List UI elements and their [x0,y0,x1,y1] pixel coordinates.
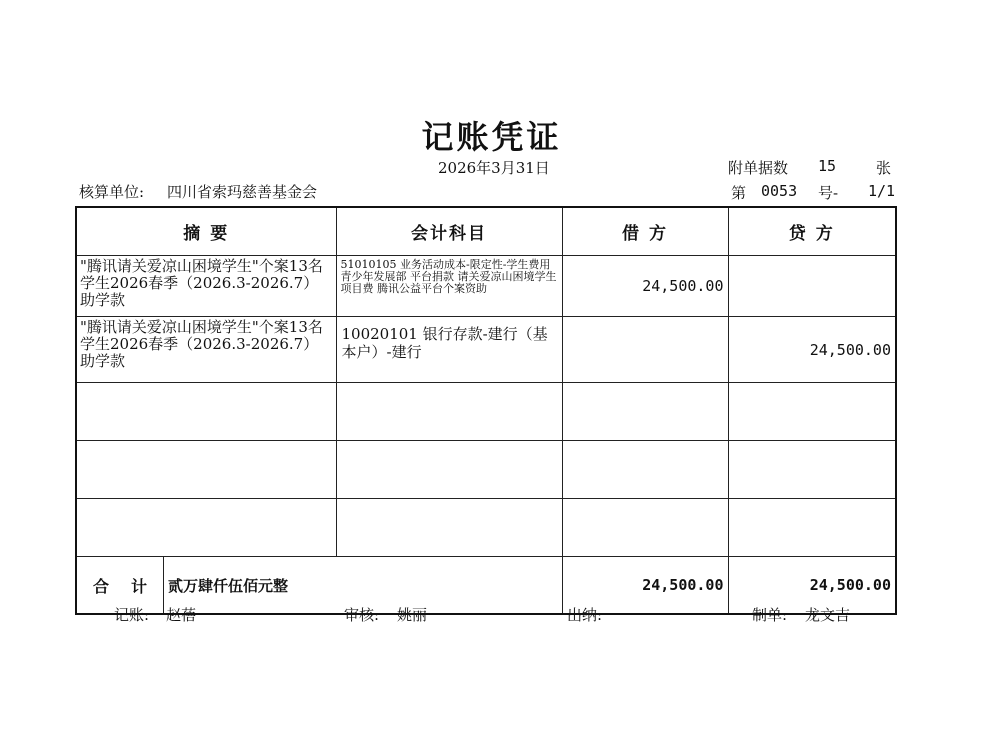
table-header-row [76,207,896,256]
empty-cell [76,499,336,557]
header-summary: 摘 要 [76,207,336,256]
total-label-left: 合 [92,576,109,596]
entry-account: 10020101 银行存款-建行（基本户）-建行 [336,317,562,383]
accounting-unit-label: 核算单位: [79,183,145,201]
attachments-unit: 张 [876,159,892,177]
reviewer-name: 姚丽 [397,606,428,624]
empty-cell [562,383,728,441]
entry-debit [562,317,728,383]
voucher-title: 记账凭证 [421,118,562,156]
header-account: 会计科目 [336,207,562,256]
total-debit: 24,500.00 [562,557,728,615]
empty-cell [562,499,728,557]
table-row-empty [76,383,896,441]
entry-summary: "腾讯请关爱凉山困境学生"个案13名学生2026春季（2026.3-2026.7）助学款 [76,256,336,317]
total-label-right: 计 [131,576,148,596]
entry-account: 51010105 业务活动成本-限定性-学生费用 青少年发展部 平台捐款 请关爱凉山困境学生 项目费 腾讯公益平台个案资助 [336,256,562,317]
voucher-number-suffix: 号- [818,184,839,202]
empty-cell [336,499,562,557]
voucher-page: 1/1 [868,182,896,200]
table-row-empty [76,499,896,557]
entry-summary: "腾讯请关爱凉山困境学生"个案13名学生2026春季（2026.3-2026.7）助学款 [76,317,336,383]
attachments-count: 15 [818,157,837,175]
empty-cell [728,383,896,441]
voucher-date: 2026年3月31日 [438,159,550,177]
empty-cell [336,383,562,441]
empty-cell [336,441,562,499]
table-row [76,317,896,383]
accounting-unit-name: 四川省索玛慈善基金会 [167,183,318,201]
amount-in-words: 贰万肆仟伍佰元整 [168,576,289,595]
preparer-name: 龙文吉 [805,606,851,624]
entry-credit: 24,500.00 [728,317,896,383]
entry-debit: 24,500.00 [562,256,728,317]
empty-cell [76,441,336,499]
voucher-number-prefix: 第 [731,184,747,202]
table-row-empty [76,441,896,499]
empty-cell [562,441,728,499]
table-row [76,256,896,317]
voucher-table [75,206,897,615]
empty-cell [728,499,896,557]
attachments-label: 附单据数 [728,159,789,177]
header-debit: 借 方 [562,207,728,256]
preparer-label: 制单: [752,606,788,624]
cashier-label: 出纳: [567,606,603,624]
header-credit: 贷 方 [728,207,896,256]
total-credit: 24,500.00 [728,557,896,615]
bookkeeper-label: 记账: [114,606,150,624]
bookkeeper-name: 赵蓓 [166,606,197,624]
empty-cell [76,383,336,441]
empty-cell [728,441,896,499]
voucher-number: 0053 [761,182,798,200]
entry-credit [728,256,896,317]
reviewer-label: 审核: [344,606,380,624]
